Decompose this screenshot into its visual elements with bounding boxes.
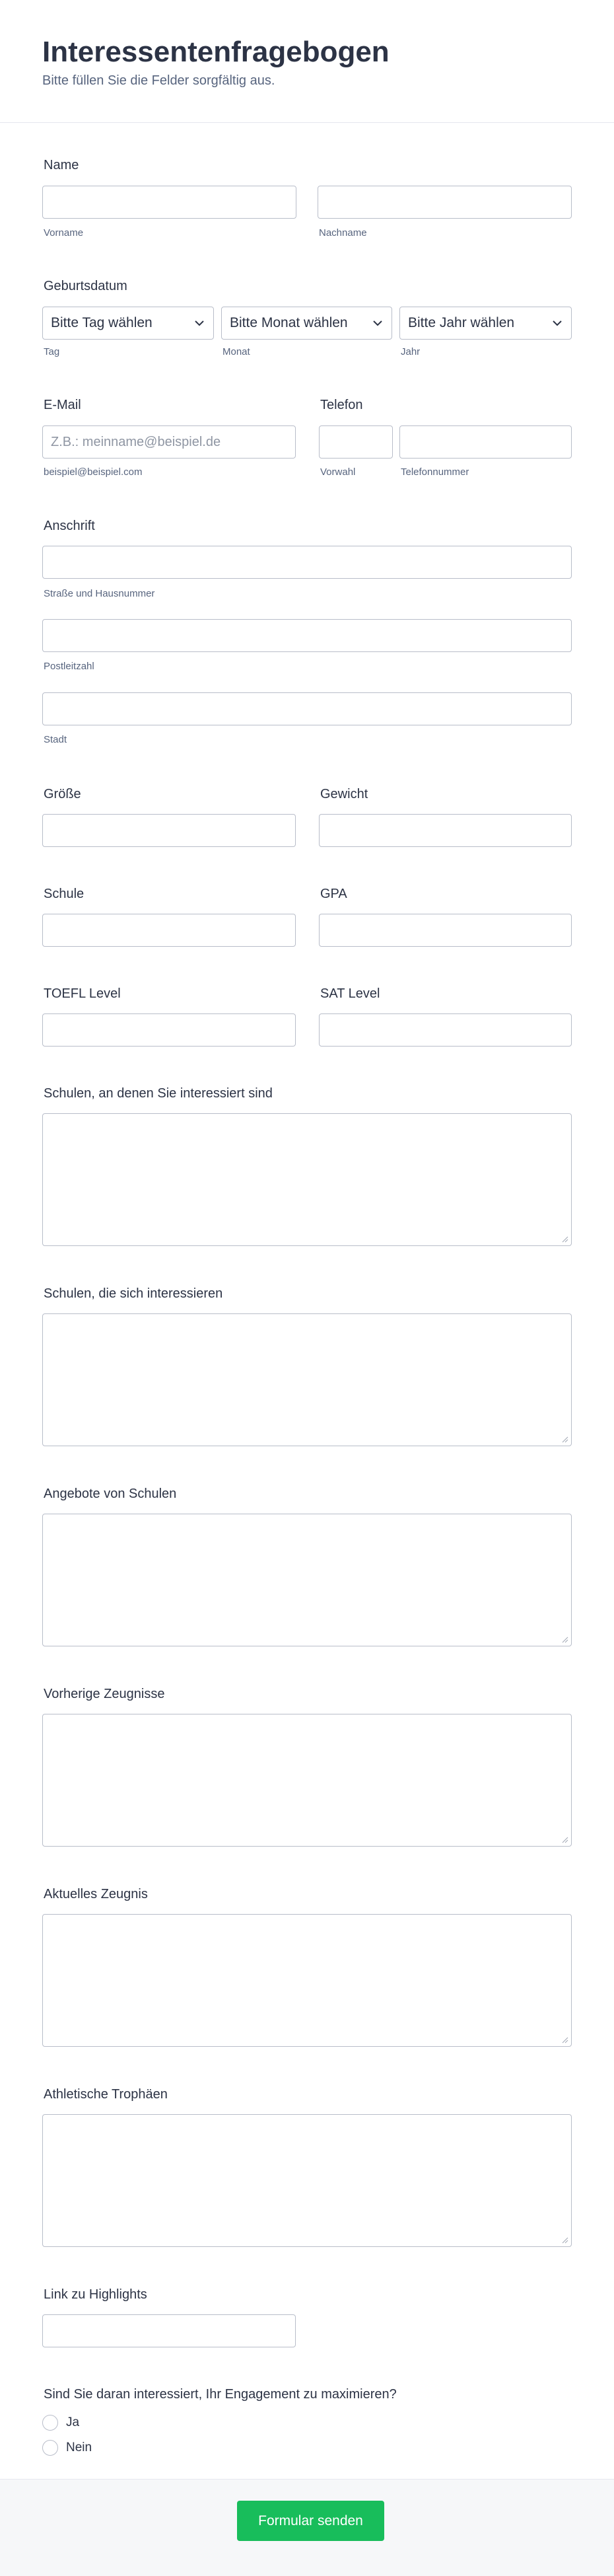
day-sublabel: Tag — [44, 346, 60, 357]
name-label: Name — [44, 158, 79, 172]
day-select[interactable] — [42, 307, 214, 340]
engagement-question: Sind Sie daran interessiert, Ihr Engagement zu maximieren? — [44, 2387, 397, 2402]
schools-interested-textarea[interactable] — [42, 1313, 572, 1446]
email-label: E-Mail — [44, 398, 81, 412]
textarea-label-previous-reports: Vorherige Zeugnisse — [44, 1687, 165, 1701]
toefl-input[interactable] — [42, 1013, 296, 1047]
last-name-input[interactable] — [318, 186, 572, 219]
highlights-label: Link zu Highlights — [44, 2287, 147, 2302]
interested-schools-textarea[interactable] — [42, 1113, 572, 1246]
phone-label: Telefon — [320, 398, 363, 412]
email-sublabel: beispiel@beispiel.com — [44, 466, 143, 478]
textarea-label-current-report: Aktuelles Zeugnis — [44, 1887, 148, 1901]
day-select-value: Bitte Tag wählen — [51, 315, 153, 330]
height-input[interactable] — [42, 814, 296, 847]
weight-label: Gewicht — [320, 787, 368, 801]
school-input[interactable] — [42, 914, 296, 947]
submit-button[interactable]: Formular senden — [237, 2501, 384, 2541]
zip-sublabel: Postleitzahl — [44, 661, 94, 672]
sat-label: SAT Level — [320, 986, 380, 1001]
phone-number-sublabel: Telefonnummer — [401, 466, 469, 478]
textarea-label-interested-by-schools: Schulen, die sich interessieren — [44, 1286, 223, 1301]
birthdate-label: Geburtsdatum — [44, 279, 127, 293]
resize-grip-icon[interactable] — [561, 2236, 568, 2244]
textarea-label-offers: Angebote von Schulen — [44, 1487, 177, 1501]
current-report-textarea[interactable] — [42, 1914, 572, 2047]
year-select[interactable] — [399, 307, 572, 340]
form-title: Interessentenfragebogen — [42, 36, 390, 68]
weight-input[interactable] — [319, 814, 572, 847]
resize-grip-icon[interactable] — [561, 1435, 568, 1443]
first-name-input[interactable] — [42, 186, 296, 219]
street-input[interactable] — [42, 546, 572, 579]
school-label: Schule — [44, 887, 85, 901]
resize-grip-icon[interactable] — [561, 2036, 568, 2043]
chevron-down-icon — [372, 317, 384, 329]
resize-grip-icon[interactable] — [561, 1235, 568, 1243]
year-select-value: Bitte Jahr wählen — [408, 315, 515, 330]
form-subtitle: Bitte füllen Sie die Felder sorgfältig aus. — [42, 73, 275, 88]
form-header — [0, 0, 614, 123]
city-sublabel: Stadt — [44, 734, 67, 745]
radio-yes-label[interactable]: Ja — [66, 2415, 80, 2429]
area-code-sublabel: Vorwahl — [320, 466, 356, 478]
offers-textarea[interactable] — [42, 1514, 572, 1646]
street-sublabel: Straße und Hausnummer — [44, 588, 155, 599]
textarea-label-interested-schools: Schulen, an denen Sie interessiert sind — [44, 1086, 273, 1101]
resize-grip-icon[interactable] — [561, 1635, 568, 1643]
sat-input[interactable] — [319, 1013, 572, 1047]
highlights-input[interactable] — [42, 2314, 296, 2347]
city-input[interactable] — [42, 692, 572, 725]
textarea-label-trophies: Athletische Trophäen — [44, 2087, 168, 2102]
address-label: Anschrift — [44, 519, 95, 533]
zip-input[interactable] — [42, 619, 572, 652]
last-name-sublabel: Nachname — [319, 227, 367, 239]
area-code-input[interactable] — [319, 425, 393, 459]
month-select-value: Bitte Monat wählen — [230, 315, 348, 330]
resize-grip-icon[interactable] — [561, 1835, 568, 1843]
first-name-sublabel: Vorname — [44, 227, 84, 239]
email-input[interactable] — [42, 425, 296, 459]
year-sublabel: Jahr — [401, 346, 421, 357]
gpa-label: GPA — [320, 887, 347, 901]
month-sublabel: Monat — [222, 346, 250, 357]
trophies-textarea[interactable] — [42, 2114, 572, 2247]
radio-yes[interactable] — [42, 2415, 58, 2431]
chevron-down-icon — [551, 317, 563, 329]
phone-number-input[interactable] — [399, 425, 572, 459]
gpa-input[interactable] — [319, 914, 572, 947]
height-label: Größe — [44, 787, 81, 801]
chevron-down-icon — [193, 317, 205, 329]
toefl-label: TOEFL Level — [44, 986, 121, 1001]
radio-no[interactable] — [42, 2440, 58, 2456]
radio-no-label[interactable]: Nein — [66, 2441, 92, 2454]
month-select[interactable] — [221, 307, 392, 340]
previous-reports-textarea[interactable] — [42, 1714, 572, 1847]
